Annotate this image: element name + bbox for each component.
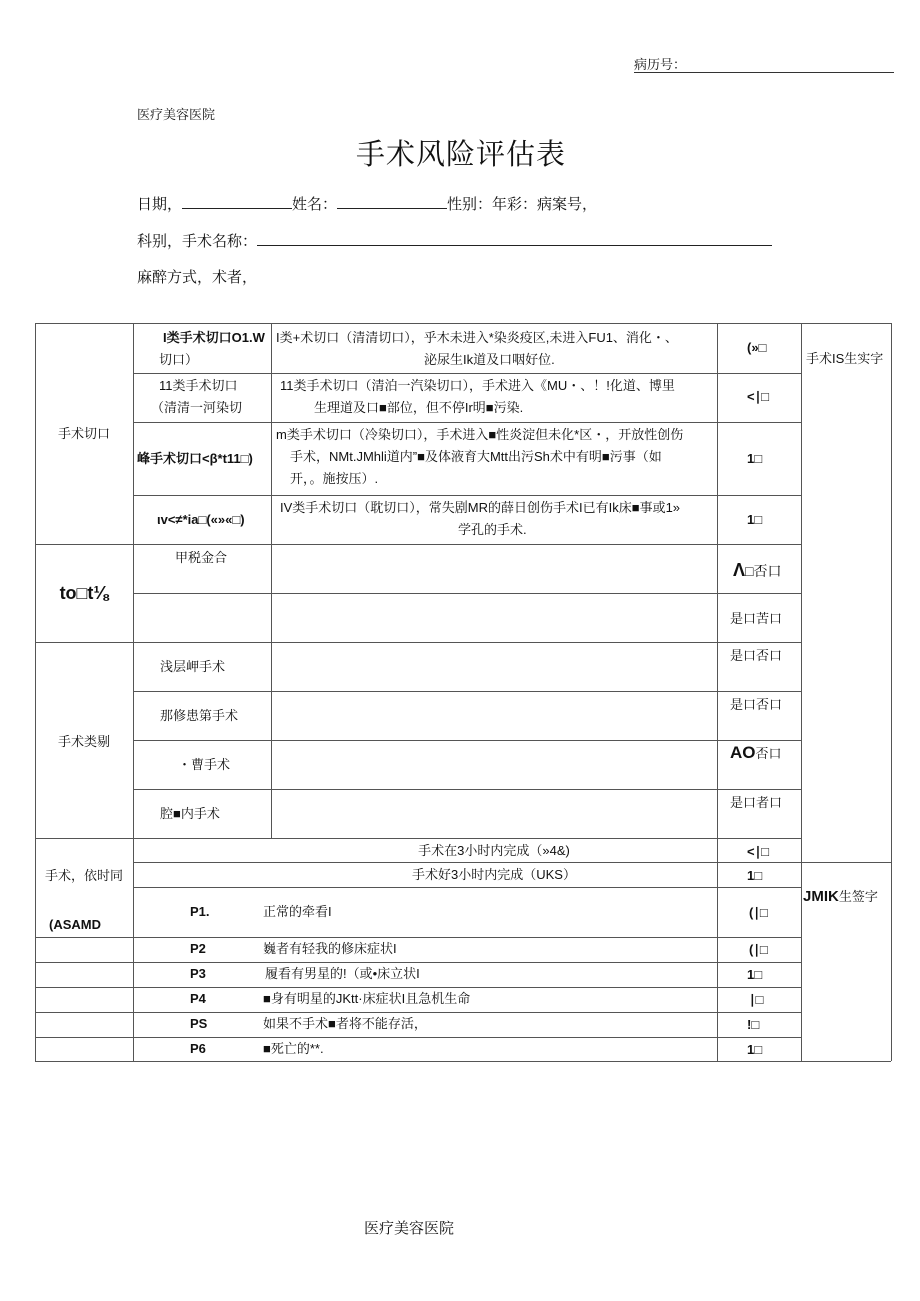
anesthetist-signature-label: JMIK生签字 bbox=[803, 888, 878, 905]
asa-desc-1: 正常的牵看I bbox=[263, 904, 332, 919]
asa-code-5: PS bbox=[190, 1016, 208, 1031]
category-second: to□t⅛ bbox=[59, 583, 109, 603]
asa-desc-4: ■身有明星的JKtt·床症状I且急机生命 bbox=[263, 991, 471, 1006]
hospital-name-top: 医疗美容医院 bbox=[137, 107, 216, 122]
duration-score-1[interactable]: <∣□ bbox=[747, 844, 769, 859]
category-duration: 手术，依时同 bbox=[44, 868, 123, 883]
surgery-type-score-1[interactable]: 是口否口 bbox=[730, 648, 783, 663]
name-label: 姓名： bbox=[292, 196, 338, 213]
dept-surgery-label: 科别，手术名称： bbox=[137, 233, 258, 250]
category-asa: (ASAMD bbox=[49, 917, 101, 932]
incision-score-4[interactable]: 1□ bbox=[747, 512, 763, 527]
second-score-2[interactable]: 是口苦口 bbox=[730, 611, 783, 626]
info-row-2 bbox=[137, 230, 772, 251]
incision-desc-3: m类手术切口（冷染切口），手术进入■性炎淀但未化*区・，开放性创伤 手术，NMt.JMhli道内”■及体液育大Mtt出污Sh术中有明■污事（如 开，。施按压）. bbox=[276, 427, 684, 486]
asa-score-5[interactable]: !□ bbox=[747, 1017, 760, 1032]
page-title: 手术风险评估表 bbox=[356, 137, 567, 171]
surgery-name-field[interactable] bbox=[257, 231, 772, 246]
name-field[interactable] bbox=[337, 194, 447, 209]
asa-desc-6: ■死亡的**. bbox=[263, 1041, 324, 1056]
category-surgery-type: 手术类剔 bbox=[57, 734, 110, 749]
incision-type-4: ιv<≠*ia□(«»«□) bbox=[157, 512, 245, 527]
asa-score-4[interactable]: ∣□ bbox=[749, 992, 764, 1007]
asa-code-6: P6 bbox=[190, 1041, 206, 1056]
category-incision: 手术切口 bbox=[57, 426, 110, 441]
asa-code-3: P3 bbox=[190, 966, 206, 981]
incision-score-3[interactable]: 1□ bbox=[747, 451, 763, 466]
surgery-type-score-4[interactable]: 是口者口 bbox=[730, 795, 783, 810]
asa-code-1: P1. bbox=[190, 904, 210, 919]
incision-desc-1: I类+术切口（清清切口），乎木未进入*染炎疫区,未进入FU1、消化・、 泌尿生Ik道及口咽好位. bbox=[276, 330, 678, 367]
second-type-1: 甲税金合 bbox=[175, 550, 228, 565]
surgery-type-3: ・曹手术 bbox=[178, 757, 231, 772]
asa-desc-5: 如果不手术■者将不能存活， bbox=[263, 1016, 427, 1031]
incision-desc-4: IV类手术切口（耽切口），常失剧MR的薛日创伤手术I已有Ik床■事或1» 学孔的手术. bbox=[280, 500, 681, 537]
incision-desc-2: 11类手术切口（清泊一汽染切口），手术进入《MU・、！!化道、博里 生理道及口■部位，但不停Ir明■污染. bbox=[280, 378, 675, 415]
incision-type-1: I类手术切口O1.W 切口） bbox=[159, 330, 265, 367]
asa-score-6[interactable]: 1□ bbox=[747, 1042, 763, 1057]
surgery-type-2: 那修患第手术 bbox=[160, 708, 239, 723]
asa-score-3[interactable]: 1□ bbox=[747, 967, 763, 982]
asa-score-1[interactable]: (∣□ bbox=[749, 905, 768, 920]
asa-code-4: P4 bbox=[190, 991, 206, 1006]
surgery-type-score-3[interactable]: AO否口 bbox=[730, 743, 782, 762]
record-number-line bbox=[634, 72, 894, 73]
record-number-label: 病历号： bbox=[634, 57, 687, 72]
gender-age-case-label: 性别：年彩：病案号， bbox=[447, 196, 598, 213]
incision-type-2: 11类手术切口 （清清一河染切 bbox=[151, 378, 243, 415]
incision-score-1[interactable]: (»□ bbox=[747, 340, 767, 355]
duration-score-2[interactable]: 1□ bbox=[747, 868, 763, 883]
incision-type-3: 峰手术切口<β*t11□) bbox=[137, 451, 253, 466]
asa-desc-3: 履看有男星的!（或•床立状I bbox=[265, 966, 420, 981]
info-row-1 bbox=[137, 193, 597, 214]
asa-desc-2: 巍者有轻我的修床症状I bbox=[263, 941, 397, 956]
surgery-type-1: 浅层岬手术 bbox=[160, 659, 226, 674]
surgeon-signature-label: 手术IS生实字 bbox=[806, 351, 884, 366]
surgery-type-4: 腔■内手术 bbox=[160, 806, 220, 821]
date-label: 日期， bbox=[137, 196, 183, 213]
hospital-name-footer: 医疗美容医院 bbox=[364, 1220, 455, 1237]
second-score-1[interactable]: Λ□否口 bbox=[733, 560, 782, 580]
asa-score-2[interactable]: (∣□ bbox=[749, 942, 768, 957]
duration-desc-2: 手术好3小时内完成（UKS） bbox=[412, 867, 576, 882]
surgery-type-score-2[interactable]: 是口否口 bbox=[730, 697, 783, 712]
anesthesia-surgeon-label: 麻醉方式，术者， bbox=[137, 269, 258, 286]
duration-desc-1: 手术在3小时内完成（»4&) bbox=[418, 843, 570, 858]
asa-code-2: P2 bbox=[190, 941, 206, 956]
incision-score-2[interactable]: <∣□ bbox=[747, 389, 769, 404]
date-field[interactable] bbox=[182, 194, 292, 209]
